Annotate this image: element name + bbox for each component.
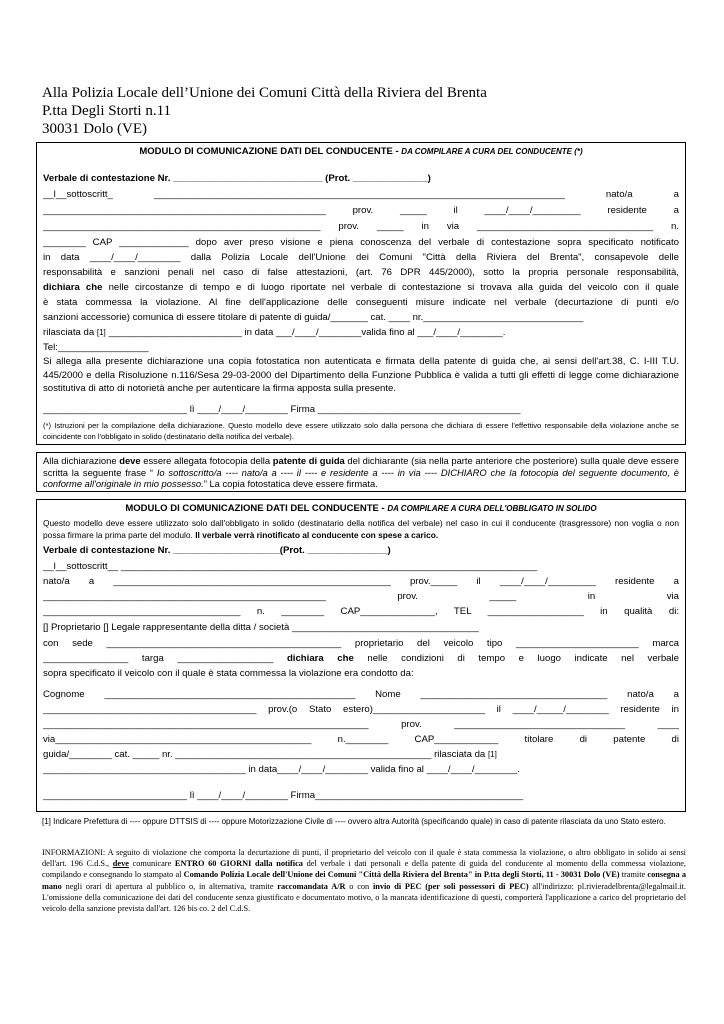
form1-line-responsabilita: responsabilità e sanzioni penali nel caso di false attestazioni, (art. 76 DPR 445/2000), sotto la propria personale responsabilità,: [43, 267, 679, 278]
form1-line-rilasciata[interactable]: rilasciata da [1] _________________________ in data ___/____/________valida fino al ___/____/________.: [43, 327, 506, 338]
form2-line-nascita[interactable]: nato/a a ____________________________________________________ prov._____ il ____/____/_________ residente a: [43, 576, 679, 587]
recipient-address: [42, 84, 487, 138]
form2-line-targa[interactable]: ________________ targa __________________ dichiara che nelle condizioni di tempo e luogo indicate nel verbale: [43, 653, 679, 664]
form1-line-data-notifica[interactable]: in data ____/____/________ dalla Polizia Locale dell'Unione dei Comuni "Città della Riviera del Brenta", consapevole delle: [43, 252, 679, 263]
form2-intro: Questo modello deve essere utilizzato solo dall'obbligato in solido (destinatario della notifica del verbale) nel caso in cui il conducente (trasgressore) non voglia o non possa firmare la prima parte del modulo. Il verbale verrà rinotificato al conducente con spese a carico.: [43, 518, 679, 540]
address-line-3: 30031 Dolo (VE): [42, 121, 147, 137]
form1-line-decurtazione: è stata commessa la violazione. Al fine dell'applicazione delle conseguenti misure indicate nel verbale (decurtazione di punti e/o: [43, 297, 679, 308]
address-line-2: P.tta Degli Storti n.11: [42, 103, 172, 119]
form2-subtitle: DA COMPILARE A CURA DELL'OBBLIGATO IN SOLIDO: [387, 504, 597, 513]
form1-allega-text: Si allega alla presente dichiarazione una copia fotostatica non autenticata e firmata della patente di guida che, ai sensi dell'art.38, C. I-III T.U. 445/2000 e della Risoluzione n.116/Sesa 29-03-2000 del Dipartimento della Funzione Pubblica è valida a tutti gli effetti di legge come dichiarazione sostitutiva di atto di notorietà anche per autenticare la firma apposta sulla presente.: [43, 356, 679, 394]
form2-line-sede[interactable]: con sede ____________________________________________ proprietario del veicolo tipo _______________________ marca: [43, 638, 679, 649]
form1-line-sottoscritto[interactable]: __l__sottoscritt_ _____________________________________________________________________________ nato/a a: [43, 189, 679, 200]
form1-tel-field[interactable]: Tel:_________________: [43, 342, 149, 353]
form1-verbale-field[interactable]: Verbale di contestazione Nr. ____________________________ (Prot. ______________): [43, 173, 431, 184]
form-conducente: [36, 142, 686, 445]
form2-line-condotto: sopra specificato il veicolo con il quale è stata commessa la violazione era condotto da:: [43, 668, 414, 679]
form1-line-patente[interactable]: sanzioni accessorie) comunica di essere titolare di patente di guida/_______ cat. ____ nr.______________________________: [43, 312, 584, 323]
form2-line-guida[interactable]: guida/________ cat. _____ nr. ________________________________________________ rilasciata da [1]: [43, 749, 497, 760]
footnote-1: [1] Indicare Prefettura di ---- oppure DTTSIS di ---- oppure Motorizzazione Civile di ---- ovvero altra Autorità (specificando quale) in caso di patente rilasciata da uno Stato estero.: [42, 817, 666, 826]
form1-note: (*) Istruzioni per la compilazione della dichiarazione. Questo modello deve essere utilizzato solo dalla persona che dichiara di essere l'effettivo responsabile della violazione anche se coincidente con l'obbligato in solido (destinatario della notifica del verbale).: [43, 421, 679, 441]
form2-line-data[interactable]: ______________________________________ in data____/____/________ valida fino al ____/____/________.: [43, 764, 520, 775]
address-line-1: Alla Polizia Locale dell’Unione dei Comuni Città della Riviera del Brenta: [42, 85, 487, 101]
form1-line-luogo-nascita[interactable]: _____________________________________________________ prov. _____ il ____/____/_________ residente a: [43, 205, 679, 216]
allegato-instructions: [36, 452, 686, 492]
form1-line-residenza[interactable]: ____________________________________________________ prov. _____ in via _________________________________ n.: [43, 221, 679, 232]
form1-subtitle: DA COMPILARE A CURA DEL CONDUCENTE (*): [401, 147, 583, 156]
form2-verbale-field[interactable]: Verbale di contestazione Nr. ____________________(Prot. _______________): [43, 545, 391, 556]
form-obbligato-solido: [36, 499, 686, 812]
form1-line-cap[interactable]: ________ CAP _____________ dopo aver preso visione e piena conoscenza del verbale di contestazione sopra specificato notificato: [43, 237, 679, 248]
form2-line-via[interactable]: via________________________________________________ n.________ CAP____________ titolare di patente di: [43, 734, 679, 745]
form2-line-qualita[interactable]: [] Proprietario [] Legale rappresentante della ditta / società ___________________________________: [43, 622, 479, 633]
form2-header: MODULO DI COMUNICAZIONE DATI DEL CONDUCENTE - DA COMPILARE A CURA DELL'OBBLIGATO IN SOLIDO: [125, 503, 597, 514]
form2-line-prov[interactable]: _____________________________________________________________ prov. ________________________________ ____: [43, 719, 679, 730]
form2-line-stato-estero[interactable]: ________________________________________ prov.(o Stato estero)_____________________ il ____/_____/________ residente in: [43, 704, 679, 715]
form1-header: MODULO DI COMUNICAZIONE DATI DEL CONDUCENTE - DA COMPILARE A CURA DEL CONDUCENTE (*): [139, 146, 583, 157]
informazioni-paragraph: INFORMAZIONI: A seguito di violazione che comporta la decurtazione di punti, il proprietario del veicolo con il quale è stata commessa la violazione, o altro obbligato in solido ai sensi dell'art. 196 C.d.S., deve comunicare ENTRO 60 GIORNI dalla notifica del verbale i dati personali e della patente di guida del conducente al momento della commessa violazione, compilando e consegnando lo stampato al Comando Polizia Locale dell'Unione dei Comuni "Città della Riviera del Brenta" in P.tta degli Storti, 11 - 30031 Dolo (VE) tramite consegna a mano negli orari di apertura al pubblico o, in alternativa, tramite raccomandata A/R o con invio di PEC (per soli possessori di PEC) all'indirizzo: pl.rivieradelbrenta@legalmail.it. L'omissione della comunicazione dei dati del conducente senza giustificato e documentato motivo, o la mancata identificazione di questi, comporterà l'applicazione a carico del proprietario del veicolo della sanzione prevista dall'art. 126 bis co. 2 del C.d.S.: [42, 848, 686, 914]
form1-firma-line[interactable]: ___________________________ lì ____/____/________ Firma ______________________________________: [43, 404, 521, 415]
form2-line-residenza[interactable]: _____________________________________________________ prov. _____ in via: [43, 591, 679, 602]
form2-line-cap-tel[interactable]: _____________________________________ n. ________ CAP______________, TEL __________________ in qualità di:: [43, 606, 679, 617]
form2-firma-line[interactable]: ___________________________ lì ____/____/________ Firma_______________________________________: [43, 790, 524, 801]
allegato-text: Alla dichiarazione deve essere allegata fotocopia della patente di guida del dichiarante (sia nella parte anteriore che posteriore) sulla quale deve essere scritta la seguente frase “ Io sottoscritto/a ---- nato/a a ---- il ---- e residente a ---- in via ---- DICHIARO che la fotocopia del seguente documento, è conforme all'originale in mio possesso.” La copia fotostatica deve essere firmata.: [43, 455, 680, 489]
form2-line-cognome[interactable]: Cognome _______________________________________________ Nome ___________________________________ nato/a a: [43, 689, 679, 700]
form2-line-sottoscritto[interactable]: __l__sottoscritt__ ______________________________________________________________________________: [43, 561, 538, 572]
form1-line-dichiara: dichiara che nelle circostanze di tempo e di luogo riportate nel verbale di contestazione si trovava alla guida del veicolo con il quale: [43, 282, 679, 293]
